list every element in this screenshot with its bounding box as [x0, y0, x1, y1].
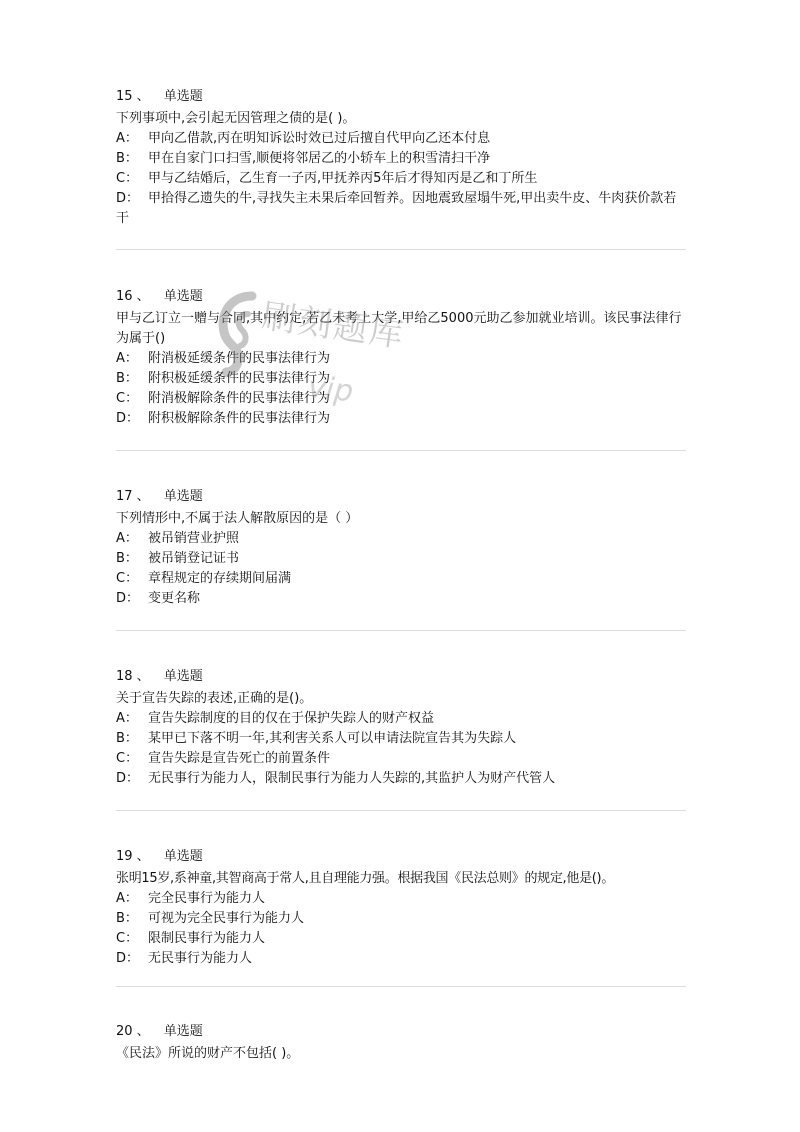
option-c[interactable]: [116, 569, 686, 589]
option-letter: C：: [116, 171, 139, 186]
option-letter: B：: [116, 151, 138, 166]
question-header: [116, 1022, 686, 1042]
watermark-text: 刷刻题库: [259, 296, 408, 356]
question-16: [116, 287, 686, 429]
question-stem: 下列情形中,不属于法人解散原因的是（ ）: [116, 511, 359, 526]
question-number: 20 、: [116, 1024, 150, 1039]
option-letter: C：: [116, 931, 139, 946]
question-header: [116, 847, 686, 867]
option-text: 宣告失踪制度的目的仅在于保护失踪人的财产权益: [148, 711, 435, 726]
option-c[interactable]: [116, 749, 686, 769]
option-letter: A：: [116, 351, 138, 366]
option-letter: B：: [116, 371, 138, 386]
option-a[interactable]: [116, 129, 686, 149]
option-b[interactable]: [116, 729, 686, 749]
option-text: 甲在自家门口扫雪,顺便将邻居乙的小轿车上的积雪清扫干净: [148, 151, 491, 166]
option-b[interactable]: [116, 909, 686, 929]
option-letter: C：: [116, 751, 139, 766]
question-type: 单选题: [163, 489, 203, 504]
question-stem: 关于宣告失踪的表述,正确的是()。: [116, 691, 313, 706]
option-letter: D：: [116, 191, 140, 206]
option-letter: B：: [116, 911, 138, 926]
option-text: 被吊销登记证书: [148, 551, 240, 566]
option-text: 限制民事行为能力人: [148, 931, 266, 946]
option-letter: D：: [116, 411, 140, 426]
option-text: 甲与乙结婚后，乙生育一子丙,甲抚养丙5年后才得知丙是乙和丁所生: [148, 171, 538, 186]
option-letter: A：: [116, 531, 138, 546]
option-text: 宣告失踪是宣告死亡的前置条件: [148, 751, 331, 766]
option-letter: C：: [116, 391, 139, 406]
option-letter: B：: [116, 731, 138, 746]
question-number: 18 、: [116, 669, 150, 684]
question-stem: 下列事项中,会引起无因管理之债的是( )。: [116, 111, 356, 126]
option-a[interactable]: [116, 889, 686, 909]
option-text: 甲向乙借款,丙在明知诉讼时效已过后擅自代甲向乙还本付息: [148, 131, 491, 146]
divider: [116, 986, 686, 987]
option-b[interactable]: [116, 369, 686, 389]
question-19: [116, 847, 686, 969]
watermark-domain: vip: [306, 369, 355, 410]
option-letter: B：: [116, 551, 138, 566]
option-text: 附消极解除条件的民事法律行为: [148, 391, 331, 406]
option-a[interactable]: [116, 709, 686, 729]
option-text: 被吊销营业护照: [148, 531, 240, 546]
option-c[interactable]: [116, 169, 686, 189]
option-letter: D：: [116, 591, 140, 606]
question-type: 单选题: [163, 289, 203, 304]
option-text: 无民事行为能力人: [148, 951, 253, 966]
option-d[interactable]: [116, 189, 686, 229]
question-header: [116, 287, 686, 307]
question-type: 单选题: [163, 849, 203, 864]
option-d[interactable]: [116, 409, 686, 429]
option-text: 附积极延缓条件的民事法律行为: [148, 371, 331, 386]
option-d[interactable]: [116, 949, 686, 969]
question-header: [116, 87, 686, 107]
question-number: 16 、: [116, 289, 150, 304]
question-type: 单选题: [163, 89, 203, 104]
option-letter: C：: [116, 571, 139, 586]
option-text: 无民事行为能力人，限制民事行为能力人失踪的,其监护人为财产代管人: [148, 771, 556, 786]
question-number: 17 、: [116, 489, 150, 504]
question-type: 单选题: [163, 1024, 203, 1039]
question-number: 15 、: [116, 89, 150, 104]
option-text: 某甲已下落不明一年,其利害关系人可以申请法院宣告其为失踪人: [148, 731, 517, 746]
option-a[interactable]: [116, 349, 686, 369]
option-letter: A：: [116, 131, 138, 146]
option-c[interactable]: [116, 389, 686, 409]
divider: [116, 450, 686, 451]
option-text: 可视为完全民事行为能力人: [148, 911, 305, 926]
option-d[interactable]: [116, 769, 686, 789]
option-text: 章程规定的存续期间届满: [148, 571, 292, 586]
divider: [116, 249, 686, 250]
question-17: [116, 487, 686, 609]
question-stem: 张明15岁,系神童,其智商高于常人,且自理能力强。根据我国《民法总则》的规定,他是()。: [116, 871, 615, 886]
option-c[interactable]: [116, 929, 686, 949]
option-text: 甲拾得乙遗失的牛,寻找失主未果后牵回暂养。因地震致屋塌牛死,甲出卖牛皮、牛肉获价款若干: [116, 191, 677, 226]
option-letter: A：: [116, 891, 138, 906]
option-d[interactable]: [116, 589, 686, 609]
divider: [116, 810, 686, 811]
option-letter: A：: [116, 711, 138, 726]
question-15: [116, 87, 686, 229]
question-type: 单选题: [163, 669, 203, 684]
option-text: 完全民事行为能力人: [148, 891, 266, 906]
option-text: 附消极延缓条件的民事法律行为: [148, 351, 331, 366]
option-text: 附积极解除条件的民事法律行为: [148, 411, 331, 426]
question-18: [116, 667, 686, 789]
option-letter: D：: [116, 951, 140, 966]
divider: [116, 630, 686, 631]
option-a[interactable]: [116, 529, 686, 549]
question-stem: 甲与乙订立一赠与合同,其中约定,若乙未考上大学,甲给乙5000元助乙参加就业培训。该民事法律行为属于(): [116, 311, 682, 346]
option-b[interactable]: [116, 149, 686, 169]
option-letter: D：: [116, 771, 140, 786]
option-b[interactable]: [116, 549, 686, 569]
question-number: 19 、: [116, 849, 150, 864]
question-20: [116, 1022, 686, 1064]
question-header: [116, 487, 686, 507]
question-header: [116, 667, 686, 687]
option-text: 变更名称: [148, 591, 201, 606]
question-stem: 《民法》所说的财产不包括( )。: [116, 1046, 300, 1061]
